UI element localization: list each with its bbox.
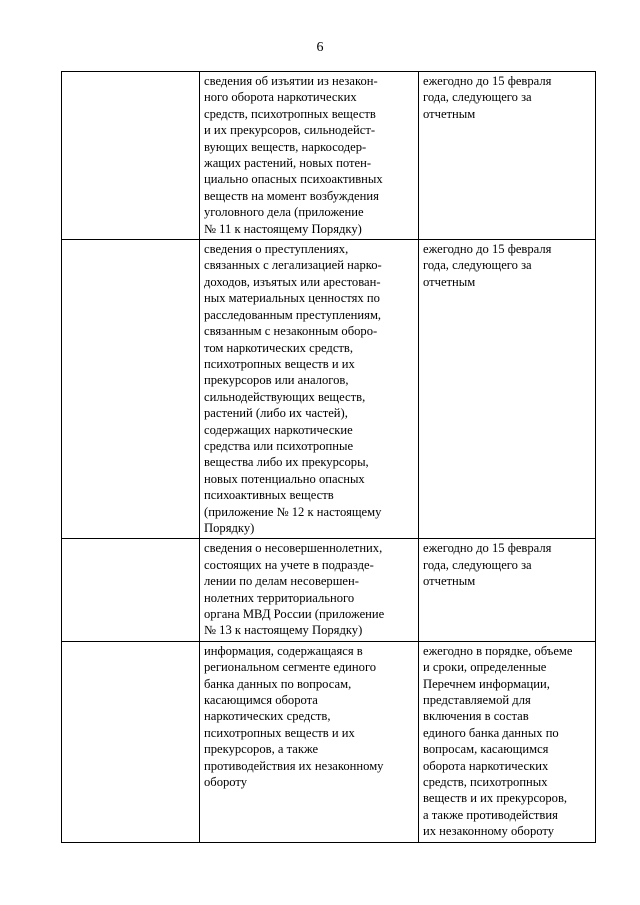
page-number: 6: [316, 40, 324, 55]
table-cell-empty: [62, 539, 200, 641]
table-row: [62, 641, 596, 842]
reporting-table: [61, 71, 596, 843]
table-cell-description: сведения о преступлениях, связанных с легализацией нарко- доходов, изъятых или арестован- ных материальных ценностях по расследованным преступлениям, связанным с незаконным оборо- том наркотических средств, психотропных веществ и их прекурсоров или аналогов, сильнодействующих веществ, растений (либо их частей), содержащих наркотические средства или психотропные вещества либо их прекурсоры, новых потенциально опасных психоактивных веществ (приложение № 12 к настоящему Порядку): [200, 240, 419, 539]
table-cell-deadline: ежегодно до 15 февраля года, следующего за отчетным: [419, 72, 596, 240]
table-row: [62, 539, 596, 641]
table-row: [62, 240, 596, 539]
table-cell-description: сведения об изъятии из незакон- ного оборота наркотических средств, психотропных веществ и их прекурсоров, сильнодейст- вующих веществ, наркосодер- жащих растений, новых потен- циально опасных психоактивных веществ на момент возбуждения уголовного дела (приложение № 11 к настоящему Порядку): [200, 72, 419, 240]
table-cell-empty: [62, 240, 200, 539]
table-cell-deadline: ежегодно в порядке, объеме и сроки, определенные Перечнем информации, представляемой для включения в состав единого банка данных по вопросам, касающимся оборота наркотических средств, психотропных веществ и их прекурсоров, а также противодействия их незаконному обороту: [419, 641, 596, 842]
table-cell-empty: [62, 72, 200, 240]
table-cell-deadline: ежегодно до 15 февраля года, следующего за отчетным: [419, 539, 596, 641]
table-cell-description: информация, содержащаяся в региональном сегменте единого банка данных по вопросам, касающимся оборота наркотических средств, психотропных веществ и их прекурсоров, а также противодействия их незаконному обороту: [200, 641, 419, 842]
table-row: [62, 72, 596, 240]
table-cell-deadline: ежегодно до 15 февраля года, следующего за отчетным: [419, 240, 596, 539]
table-cell-empty: [62, 641, 200, 842]
table-cell-description: сведения о несовершеннолетних, состоящих на учете в подразде- лении по делам несовершен- нолетних территориального органа МВД России (приложение № 13 к настоящему Порядку): [200, 539, 419, 641]
